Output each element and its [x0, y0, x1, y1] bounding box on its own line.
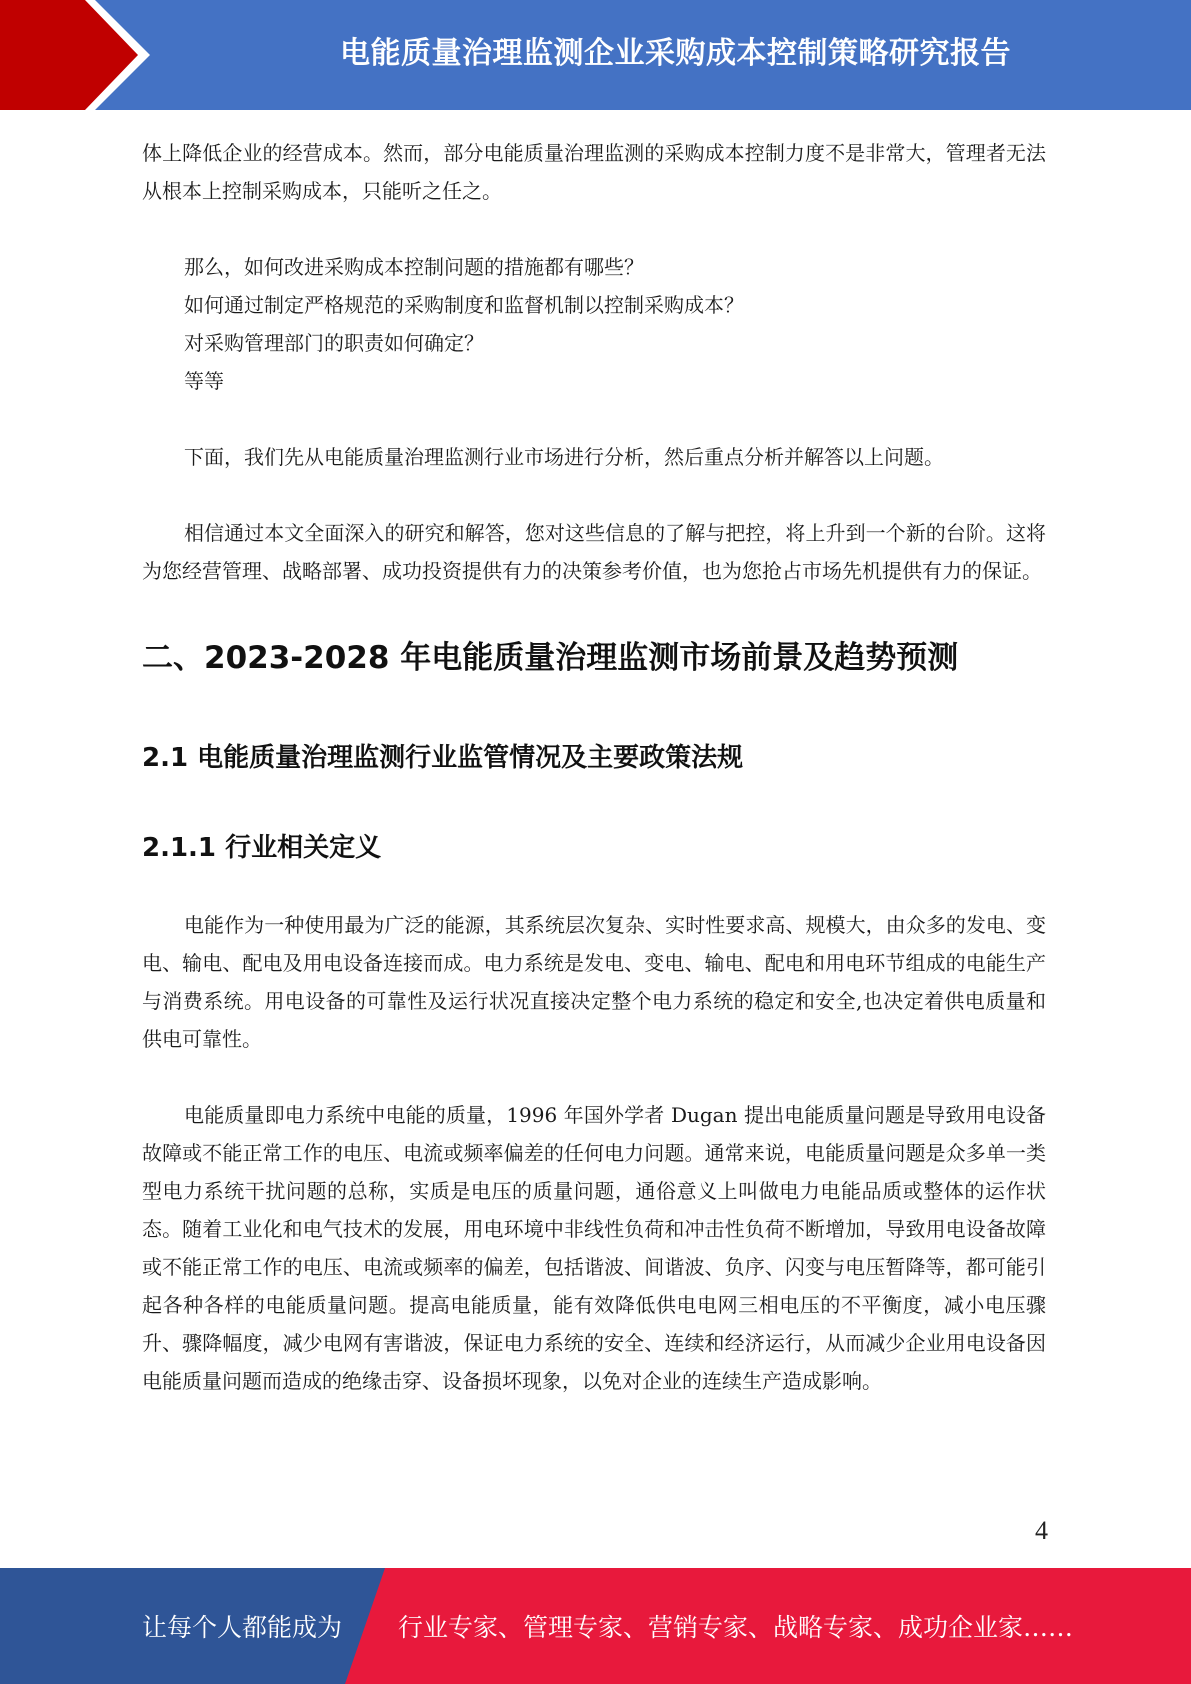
report-title: 电能质量治理监测企业采购成本控制策略研究报告	[340, 36, 1011, 71]
definition-paragraph-2: 电能质量即电力系统中电能的质量，1996 年国外学者 Dugan 提出电能质量问题是导致用电设备故障或不能正常工作的电压、电流或频率偏差的任何电力问题。通常来说，电能质量问题是众多单一类型电力系统干扰问题的总称，实质是电压的质量问题，通俗意义上叫做电力电能品质或整体的运作状态。随着工业化和电气技术的发展，用电环境中非线性负荷和冲击性负荷不断增加，导致用电设备故障或不能正常工作的电压、电流或频率的偏差，包括谐波、间谐波、负序、闪变与电压暂降等，都可能引起各种各样的电能质量问题。提高电能质量，能有效降低供电电网三相电压的不平衡度，减小电压骤升、骤降幅度，减少电网有害谐波，保证电力系统的安全、连续和经济运行，从而减少企业用电设备因电能质量问题而造成的绝缘击穿、设备损坏现象，以免对企业的连续生产造成影响。	[142, 1103, 1046, 1393]
footer-slogan-right: 行业专家、管理专家、营销专家、战略专家、成功企业家……	[398, 1613, 1074, 1642]
intro-continuation: 体上降低企业的经营成本。然而，部分电能质量治理监测的采购成本控制力度不是非常大，管理者无法从根本上控制采购成本，只能听之任之。	[142, 141, 1046, 203]
belief-paragraph: 相信通过本文全面深入的研究和解答，您对这些信息的了解与把控，将上升到一个新的台阶。这将为您经营管理、战略部署、成功投资提供有力的决策参考价值，也为您抢占市场先机提供有力的保证。	[142, 521, 1046, 583]
question-item: 对采购管理部门的职责如何确定？	[184, 331, 484, 355]
section-2-heading: 二、2023-2028 年电能质量治理监测市场前景及趋势预测	[142, 640, 959, 676]
page-number: 4	[1035, 1516, 1048, 1545]
section-2-1-heading: 2.1 电能质量治理监测行业监管情况及主要政策法规	[142, 743, 744, 773]
page-content	[142, 134, 1046, 1400]
question-item: 如何通过制定严格规范的采购制度和监督机制以控制采购成本？	[184, 293, 744, 317]
analysis-intro-paragraph: 下面，我们先从电能质量治理监测行业市场进行分析，然后重点分析并解答以上问题。	[184, 445, 944, 469]
footer-slogan-left: 让每个人都能成为	[142, 1613, 343, 1642]
question-item: 那么，如何改进采购成本控制问题的措施都有哪些？	[184, 255, 644, 279]
page-header	[0, 0, 1191, 110]
question-item: 等等	[184, 369, 224, 393]
definition-paragraph-1: 电能作为一种使用最为广泛的能源，其系统层次复杂、实时性要求高、规模大，由众多的发电、变电、输电、配电及用电设备连接而成。电力系统是发电、变电、输电、配电和用电环节组成的电能生产与消费系统。用电设备的可靠性及运行状况直接决定整个电力系统的稳定和安全,也决定着供电质量和供电可靠性。	[142, 913, 1046, 1051]
question-list	[142, 248, 1046, 400]
page-footer	[0, 1568, 1191, 1684]
section-2-1-1-heading: 2.1.1 行业相关定义	[142, 833, 382, 863]
